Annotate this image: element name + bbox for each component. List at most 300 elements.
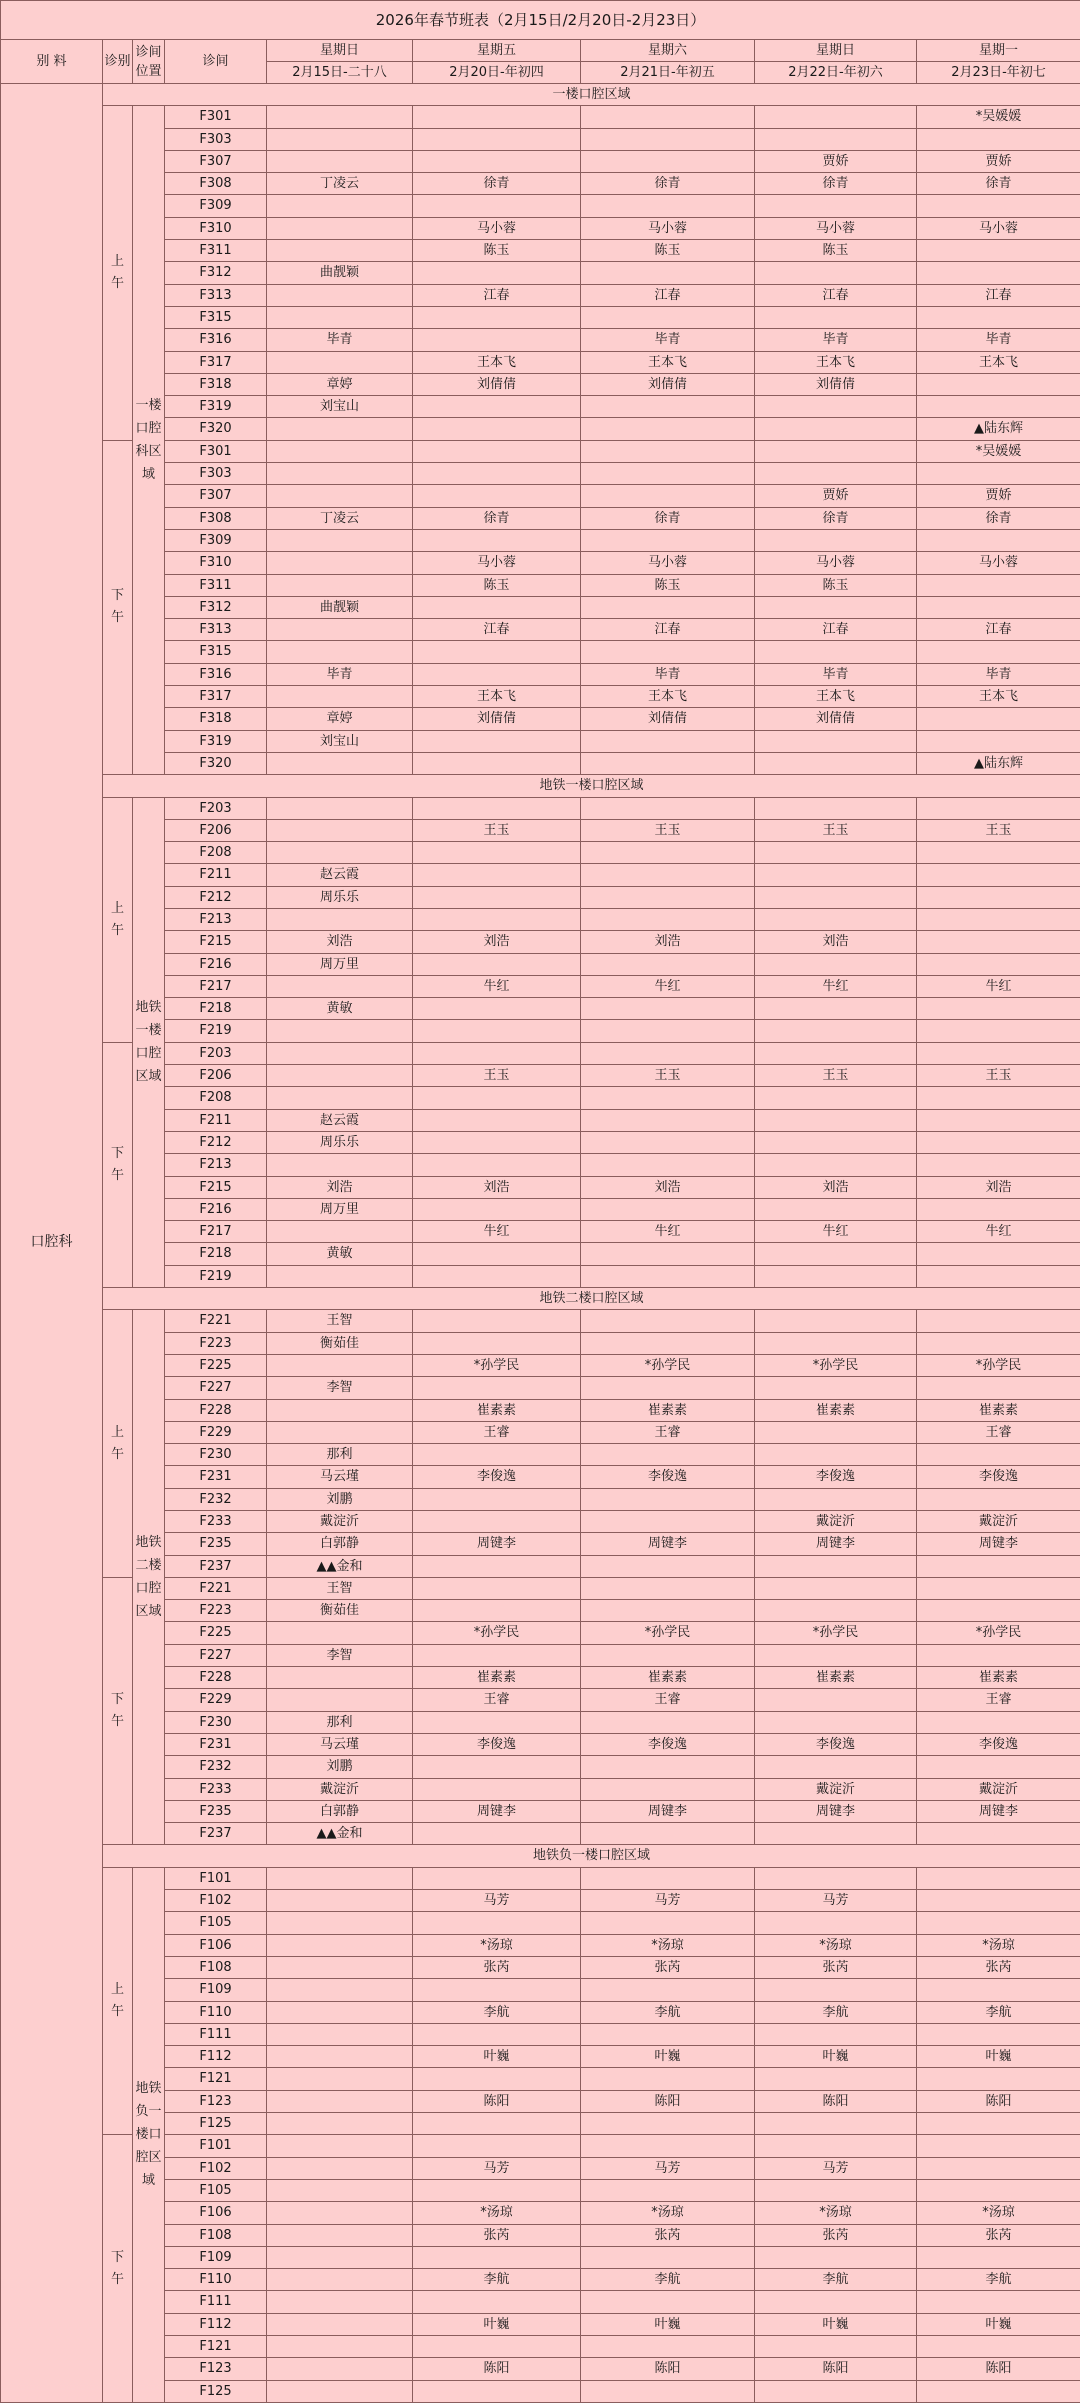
session-label [103, 1867, 133, 2135]
doctor-cell [267, 463, 413, 485]
doctor-cell [917, 1243, 1080, 1265]
doctor-cell [413, 2179, 581, 2201]
doctor-cell [917, 1198, 1080, 1220]
doctor-cell: 崔素素 [413, 1399, 581, 1421]
doctor-cell: 贾娇 [917, 485, 1080, 507]
doctor-cell: 徐青 [413, 507, 581, 529]
doctor-cell [581, 1109, 755, 1131]
doctor-cell [755, 2335, 917, 2357]
doctor-cell [267, 842, 413, 864]
doctor-cell [755, 418, 917, 440]
doctor-cell: 曲靓颖 [267, 596, 413, 618]
doctor-cell [413, 1555, 581, 1577]
doctor-cell [917, 953, 1080, 975]
doctor-cell [267, 485, 413, 507]
doctor-cell [581, 150, 755, 172]
doctor-cell: *孙学民 [755, 1622, 917, 1644]
doctor-cell [917, 2335, 1080, 2357]
doctor-cell: 陈玉 [581, 240, 755, 262]
doctor-cell [917, 1377, 1080, 1399]
doctor-cell: 叶巍 [581, 2046, 755, 2068]
header-weekday: 星期五 [413, 40, 581, 62]
doctor-cell: 李俊逸 [413, 1733, 581, 1755]
room-number: F225 [165, 1622, 267, 1644]
room-number: F221 [165, 1577, 267, 1599]
header-date: 2月21日-年初五 [581, 62, 755, 84]
doctor-cell: 戴淀沂 [917, 1778, 1080, 1800]
doctor-cell [581, 1488, 755, 1510]
doctor-cell: *孙学民 [755, 1354, 917, 1376]
session-label-char: 午 [103, 273, 132, 295]
doctor-cell [413, 440, 581, 462]
doctor-cell: *孙学民 [413, 1354, 581, 1376]
room-number: F229 [165, 1689, 267, 1711]
header-weekday: 星期日 [267, 40, 413, 62]
doctor-cell [413, 908, 581, 930]
room-number: F218 [165, 1243, 267, 1265]
doctor-cell: 叶巍 [917, 2313, 1080, 2335]
doctor-cell: 李航 [413, 2269, 581, 2291]
doctor-cell: 崔素素 [755, 1667, 917, 1689]
room-number: F206 [165, 819, 267, 841]
doctor-cell: 叶巍 [581, 2313, 755, 2335]
room-number: F125 [165, 2380, 267, 2402]
room-number: F313 [165, 619, 267, 641]
doctor-cell: 王睿 [581, 1421, 755, 1443]
room-number: F233 [165, 1511, 267, 1533]
doctor-cell: 刘浩 [267, 931, 413, 953]
doctor-cell [917, 1912, 1080, 1934]
doctor-cell: 章婷 [267, 373, 413, 395]
doctor-cell: 刘浩 [755, 931, 917, 953]
doctor-cell: 毕青 [917, 329, 1080, 351]
doctor-cell: 马小蓉 [581, 217, 755, 239]
room-number: F112 [165, 2046, 267, 2068]
doctor-cell: 李俊逸 [755, 1466, 917, 1488]
doctor-cell [917, 1577, 1080, 1599]
doctor-cell: 牛红 [917, 975, 1080, 997]
doctor-cell: 毕青 [267, 329, 413, 351]
doctor-cell [267, 1979, 413, 2001]
doctor-cell: 马芳 [581, 1890, 755, 1912]
doctor-cell [267, 128, 413, 150]
doctor-cell [413, 529, 581, 551]
doctor-cell: 叶巍 [917, 2046, 1080, 2068]
doctor-cell [413, 1042, 581, 1064]
room-number: F232 [165, 1756, 267, 1778]
doctor-cell: 张芮 [413, 2224, 581, 2246]
doctor-cell [917, 1756, 1080, 1778]
header-weekday: 星期日 [755, 40, 917, 62]
room-number: F106 [165, 1934, 267, 1956]
room-number: F216 [165, 953, 267, 975]
doctor-cell: 刘鹏 [267, 1756, 413, 1778]
doctor-cell: 王睿 [581, 1689, 755, 1711]
doctor-cell: 衡茹佳 [267, 1332, 413, 1354]
doctor-cell [917, 1310, 1080, 1332]
doctor-cell: 戴淀沂 [917, 1511, 1080, 1533]
doctor-cell [581, 1577, 755, 1599]
doctor-cell: 陈玉 [413, 240, 581, 262]
doctor-cell [267, 2202, 413, 2224]
room-number: F215 [165, 1176, 267, 1198]
doctor-cell [917, 1131, 1080, 1153]
doctor-cell: 周乐乐 [267, 1131, 413, 1153]
department-label: 口腔科 [1, 84, 103, 2403]
doctor-cell: 江春 [917, 284, 1080, 306]
doctor-cell [581, 998, 755, 1020]
room-number: F227 [165, 1377, 267, 1399]
doctor-cell [581, 953, 755, 975]
doctor-cell [413, 1577, 581, 1599]
section-title: 一楼口腔区域 [103, 84, 1080, 106]
doctor-cell: 刘倩倩 [413, 708, 581, 730]
room-number: F316 [165, 329, 267, 351]
doctor-cell [413, 797, 581, 819]
doctor-cell: 李航 [755, 2001, 917, 2023]
doctor-cell [413, 641, 581, 663]
doctor-cell: 王玉 [917, 819, 1080, 841]
doctor-cell [581, 1644, 755, 1666]
section-band-row [1, 1288, 1080, 1310]
doctor-cell: 周键李 [755, 1533, 917, 1555]
doctor-cell: 戴淀沂 [267, 1511, 413, 1533]
doctor-cell: 章婷 [267, 708, 413, 730]
room-number: F125 [165, 2113, 267, 2135]
doctor-cell [755, 886, 917, 908]
session-label [103, 106, 133, 440]
doctor-cell [755, 1867, 917, 1889]
doctor-cell [755, 1243, 917, 1265]
doctor-cell: ▲▲金和 [267, 1823, 413, 1845]
header-location: 诊间位置 [133, 40, 165, 84]
doctor-cell [755, 1711, 917, 1733]
room-number: F228 [165, 1399, 267, 1421]
doctor-cell [267, 1421, 413, 1443]
doctor-cell: 刘倩倩 [581, 708, 755, 730]
doctor-cell [581, 1600, 755, 1622]
doctor-cell: *孙学民 [581, 1622, 755, 1644]
doctor-cell: 刘浩 [917, 1176, 1080, 1198]
room-number: F309 [165, 529, 267, 551]
doctor-cell: *汤琼 [755, 2202, 917, 2224]
room-number: F105 [165, 2179, 267, 2201]
room-number: F211 [165, 1109, 267, 1131]
doctor-cell: 李俊逸 [413, 1466, 581, 1488]
doctor-cell: 崔素素 [581, 1667, 755, 1689]
doctor-cell: 黄敏 [267, 1243, 413, 1265]
schedule-title: 2026年春节班表（2月15日/2月20日-2月23日） [1, 1, 1080, 40]
room-number: F111 [165, 2291, 267, 2313]
doctor-cell [755, 1154, 917, 1176]
doctor-cell [755, 1600, 917, 1622]
session-label-char: 午 [103, 607, 132, 629]
doctor-cell: 刘倩倩 [755, 708, 917, 730]
doctor-cell: 马小蓉 [413, 552, 581, 574]
doctor-cell: 张芮 [755, 1956, 917, 1978]
session-label [103, 1042, 133, 1287]
doctor-cell: 马云瑾 [267, 1466, 413, 1488]
doctor-cell [917, 306, 1080, 328]
doctor-cell [755, 1042, 917, 1064]
doctor-cell [755, 1756, 917, 1778]
doctor-cell: 江春 [581, 619, 755, 641]
doctor-cell: 刘浩 [413, 1176, 581, 1198]
doctor-cell [755, 1444, 917, 1466]
doctor-cell: 周万里 [267, 953, 413, 975]
doctor-cell [413, 1265, 581, 1287]
room-number: F208 [165, 842, 267, 864]
area-label: 地铁负一楼口腔区域 [133, 1867, 165, 2402]
doctor-cell [581, 1711, 755, 1733]
doctor-cell [413, 752, 581, 774]
room-number: F121 [165, 2068, 267, 2090]
doctor-cell [755, 2135, 917, 2157]
doctor-cell [581, 440, 755, 462]
doctor-cell: 周键李 [917, 1800, 1080, 1822]
doctor-cell [581, 1778, 755, 1800]
doctor-cell [267, 686, 413, 708]
session-label-char: 午 [103, 1711, 132, 1733]
doctor-cell: 王本飞 [755, 686, 917, 708]
room-number: F317 [165, 351, 267, 373]
doctor-cell [581, 864, 755, 886]
doctor-cell: 刘浩 [267, 1176, 413, 1198]
doctor-cell [267, 819, 413, 841]
doctor-cell: 王睿 [413, 1689, 581, 1711]
doctor-cell: 王本飞 [581, 351, 755, 373]
doctor-cell: 马小蓉 [917, 217, 1080, 239]
header-dept: 别 料 [1, 40, 103, 84]
room-number: F303 [165, 463, 267, 485]
doctor-cell [755, 262, 917, 284]
doctor-cell: 刘浩 [755, 1176, 917, 1198]
room-number: F102 [165, 2157, 267, 2179]
room-number: F229 [165, 1421, 267, 1443]
room-number: F106 [165, 2202, 267, 2224]
doctor-cell [755, 596, 917, 618]
doctor-cell [413, 842, 581, 864]
doctor-cell [267, 975, 413, 997]
doctor-cell: 陈阳 [917, 2090, 1080, 2112]
room-number: F319 [165, 730, 267, 752]
room-number: F213 [165, 908, 267, 930]
doctor-cell: 张芮 [917, 2224, 1080, 2246]
doctor-cell [581, 730, 755, 752]
room-number: F208 [165, 1087, 267, 1109]
room-number: F228 [165, 1667, 267, 1689]
doctor-cell [581, 1979, 755, 2001]
doctor-cell: 叶巍 [413, 2046, 581, 2068]
doctor-cell: 周键李 [581, 1800, 755, 1822]
doctor-cell [413, 2380, 581, 2402]
doctor-cell: 马小蓉 [917, 552, 1080, 574]
doctor-cell: 叶巍 [755, 2046, 917, 2068]
doctor-cell: 牛红 [413, 975, 581, 997]
doctor-cell [413, 329, 581, 351]
doctor-cell [413, 1511, 581, 1533]
doctor-cell [267, 195, 413, 217]
doctor-cell [267, 2046, 413, 2068]
doctor-cell: 江春 [755, 284, 917, 306]
room-number: F221 [165, 1310, 267, 1332]
doctor-cell [581, 1912, 755, 1934]
room-number: F110 [165, 2001, 267, 2023]
room-number: F233 [165, 1778, 267, 1800]
doctor-cell [755, 306, 917, 328]
doctor-cell [267, 240, 413, 262]
room-number: F101 [165, 2135, 267, 2157]
doctor-cell: 江春 [413, 619, 581, 641]
doctor-cell: 丁凌云 [267, 507, 413, 529]
doctor-cell [413, 1867, 581, 1889]
room-number: F112 [165, 2313, 267, 2335]
session-label-char: 下 [103, 585, 132, 607]
section-band-row [1, 84, 1080, 106]
doctor-cell [267, 1934, 413, 1956]
doctor-cell [755, 1109, 917, 1131]
room-number: F218 [165, 998, 267, 1020]
doctor-cell [755, 842, 917, 864]
doctor-cell [581, 1377, 755, 1399]
doctor-cell: 马芳 [755, 1890, 917, 1912]
doctor-cell: 张芮 [581, 2224, 755, 2246]
doctor-cell [413, 262, 581, 284]
doctor-cell [413, 150, 581, 172]
doctor-cell: 刘浩 [581, 1176, 755, 1198]
doctor-cell [917, 1644, 1080, 1666]
doctor-cell: 王睿 [917, 1421, 1080, 1443]
doctor-cell [413, 1020, 581, 1042]
doctor-cell: *孙学民 [581, 1354, 755, 1376]
doctor-cell [413, 485, 581, 507]
doctor-cell: 周键李 [413, 1533, 581, 1555]
doctor-cell [755, 2068, 917, 2090]
room-number: F215 [165, 931, 267, 953]
doctor-cell: 刘鹏 [267, 1488, 413, 1510]
session-label-char: 午 [103, 1165, 132, 1187]
header-date: 2月22日-年初六 [755, 62, 917, 84]
doctor-cell [581, 128, 755, 150]
room-number: F310 [165, 217, 267, 239]
doctor-cell [413, 1644, 581, 1666]
doctor-cell: 李航 [755, 2269, 917, 2291]
doctor-cell [413, 306, 581, 328]
doctor-cell [581, 2135, 755, 2157]
doctor-cell [413, 1243, 581, 1265]
doctor-cell [267, 2380, 413, 2402]
doctor-cell [413, 596, 581, 618]
room-number: F109 [165, 1979, 267, 2001]
doctor-cell: 王玉 [755, 819, 917, 841]
doctor-cell [413, 1756, 581, 1778]
doctor-cell [581, 1555, 755, 1577]
table-row [1, 106, 1080, 128]
doctor-cell: 戴淀沂 [267, 1778, 413, 1800]
doctor-cell [267, 1265, 413, 1287]
doctor-cell [917, 908, 1080, 930]
doctor-cell: *汤琼 [917, 1934, 1080, 1956]
doctor-cell [755, 1577, 917, 1599]
doctor-cell [581, 2335, 755, 2357]
doctor-cell [755, 2179, 917, 2201]
doctor-cell [755, 752, 917, 774]
room-number: F231 [165, 1733, 267, 1755]
session-label-char: 午 [103, 2001, 132, 2023]
doctor-cell [917, 128, 1080, 150]
header-weekday: 星期一 [917, 40, 1080, 62]
doctor-cell [413, 1377, 581, 1399]
doctor-cell: 江春 [581, 284, 755, 306]
doctor-cell: 陈阳 [581, 2358, 755, 2380]
doctor-cell: 毕青 [267, 663, 413, 685]
room-number: F217 [165, 975, 267, 997]
doctor-cell: 王本飞 [917, 351, 1080, 373]
table-row [1, 797, 1080, 819]
section-title: 地铁一楼口腔区域 [103, 775, 1080, 797]
header-date: 2月20日-年初四 [413, 62, 581, 84]
doctor-cell [755, 128, 917, 150]
room-number: F310 [165, 552, 267, 574]
doctor-cell [267, 2358, 413, 2380]
doctor-cell: 王本飞 [413, 686, 581, 708]
area-label: 地铁一楼口腔区域 [133, 797, 165, 1288]
doctor-cell: 徐青 [413, 173, 581, 195]
doctor-cell [413, 1912, 581, 1934]
doctor-cell [917, 1555, 1080, 1577]
doctor-cell: 贾娇 [755, 150, 917, 172]
doctor-cell [267, 2023, 413, 2045]
doctor-cell [413, 1979, 581, 2001]
doctor-cell: 江春 [917, 619, 1080, 641]
doctor-cell: ▲陆东辉 [917, 418, 1080, 440]
doctor-cell [413, 2291, 581, 2313]
doctor-cell: 崔素素 [755, 1399, 917, 1421]
doctor-cell: *汤琼 [581, 1934, 755, 1956]
doctor-cell [917, 529, 1080, 551]
doctor-cell [917, 1711, 1080, 1733]
doctor-cell [581, 2068, 755, 2090]
doctor-cell [581, 886, 755, 908]
doctor-cell [917, 2068, 1080, 2090]
room-number: F320 [165, 752, 267, 774]
doctor-cell: 王本飞 [755, 351, 917, 373]
room-number: F211 [165, 864, 267, 886]
doctor-cell: 马小蓉 [581, 552, 755, 574]
doctor-cell [413, 1154, 581, 1176]
header-session: 诊别 [103, 40, 133, 84]
session-label-char: 上 [103, 1422, 132, 1444]
header-date: 2月15日-二十八 [267, 62, 413, 84]
doctor-cell [413, 886, 581, 908]
area-label: 地铁二楼口腔区域 [133, 1310, 165, 1845]
room-number: F225 [165, 1354, 267, 1376]
doctor-cell [413, 195, 581, 217]
doctor-cell [581, 463, 755, 485]
doctor-cell [267, 217, 413, 239]
doctor-cell [267, 574, 413, 596]
header-weekday: 星期六 [581, 40, 755, 62]
doctor-cell [413, 463, 581, 485]
doctor-cell [917, 2023, 1080, 2045]
doctor-cell: 马小蓉 [755, 217, 917, 239]
header-room: 诊间 [165, 40, 267, 84]
doctor-cell: 戴淀沂 [755, 1511, 917, 1533]
doctor-cell [267, 1087, 413, 1109]
room-number: F121 [165, 2335, 267, 2357]
doctor-cell: 马芳 [413, 1890, 581, 1912]
room-number: F105 [165, 1912, 267, 1934]
